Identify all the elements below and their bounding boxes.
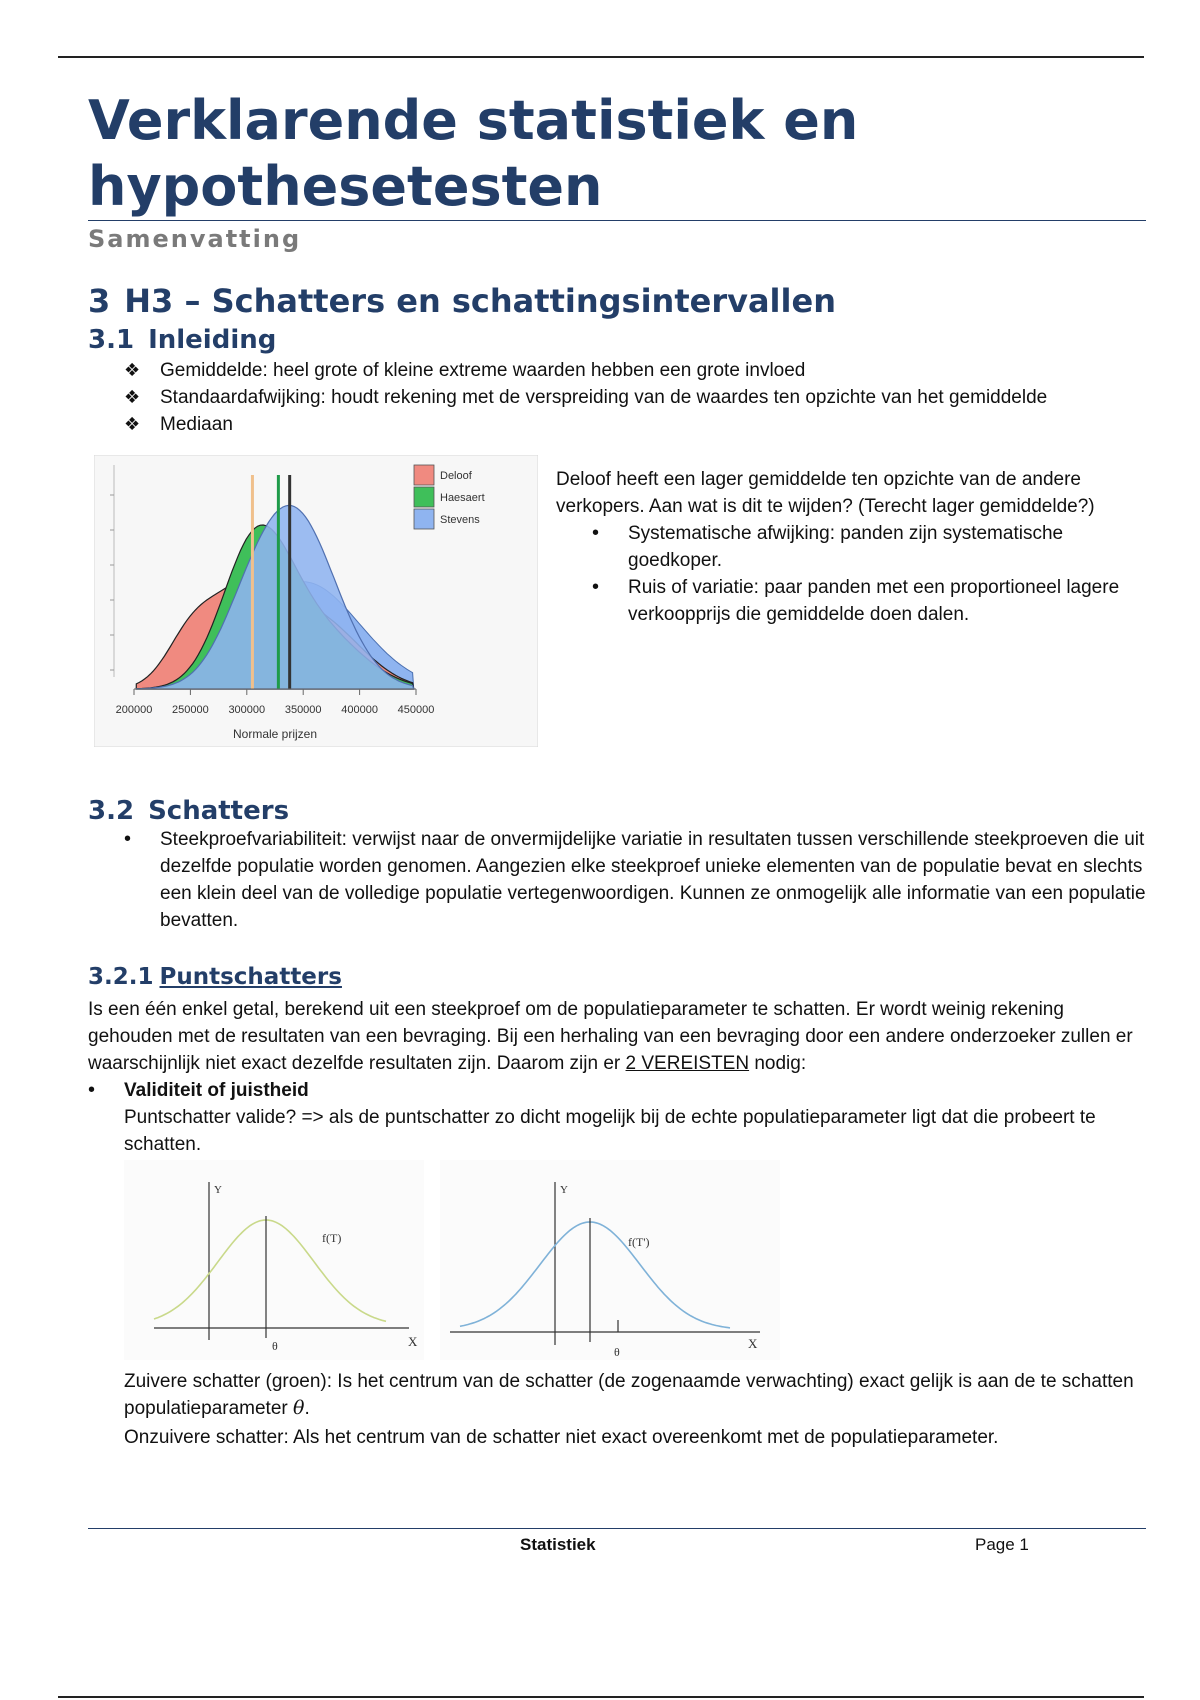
legend-label-stevens: Stevens: [440, 514, 480, 526]
heading-chapter-3: [88, 282, 836, 320]
requirement-item: [88, 1077, 1148, 1158]
x-tick-label-3: 350000: [284, 704, 322, 716]
legend-label-haesaert: Haesaert: [440, 492, 485, 504]
x-axis-label: X: [748, 1336, 758, 1351]
x-tick-label-2: 300000: [228, 704, 266, 716]
legend-swatch-haesaert: [414, 487, 434, 507]
curve-label: f(T): [322, 1231, 342, 1245]
side-bullet-list: [592, 520, 1132, 628]
density-chart: [94, 455, 538, 747]
requirement-text: Puntschatter valide? => als de puntschatter zo dicht mogelijk bij de echte populatieparameter ligt dat die probeert te schatten.: [124, 1107, 1096, 1155]
underlined-requirements: 2 VEREISTEN: [625, 1053, 750, 1074]
figure-background: [124, 1160, 424, 1360]
diamond-bullet-icon: ❖: [124, 387, 141, 408]
theta-symbol: θ: [293, 1397, 305, 1419]
pure-estimator-text: Zuivere schatter (groen): Is het centrum van de schatter (de zogenaamde verwachting) exact gelijk is aan de te schatten populatieparameter θ.: [124, 1371, 1134, 1419]
document-subtitle: Samenvatting: [88, 225, 302, 253]
heading-text: Puntschatters: [159, 964, 342, 990]
top-rule: [58, 56, 1144, 58]
footer-rule: [88, 1528, 1146, 1529]
diamond-bullet-icon: ❖: [124, 360, 141, 381]
list-item: ❖ Standaardafwijking: houdt rekening met de verspreiding van de waardes ten opzichte van het gemiddelde: [124, 384, 1144, 411]
x-tick-label-5: 450000: [397, 704, 435, 716]
y-axis-label: Y: [560, 1184, 568, 1196]
list-item: • Steekproefvariabiliteit: verwijst naar de onvermijdelijke variatie in resultaten tussen verschillende steekproeven die uit dezelfde populatie worden genomen. Aangezien elke steekproef unieke elementen van de populatie bevat en slechts een klein deel van de volledige populatie vertegenwoordigen. Kunnen ze onmogelijk alle informatie van een populatie bevatten.: [124, 828, 1146, 931]
list-item: ❖ Gemiddelde: heel grote of kleine extreme waarden hebben een grote invloed: [124, 357, 1144, 384]
heading-text: H3 – Schatters en schattingsintervallen: [124, 282, 836, 320]
list-item: • Ruis of variatie: paar panden met een proportioneel lagere verkoopprijs die gemiddelde doen dalen.: [592, 576, 1120, 625]
bottom-rule: [58, 1696, 1144, 1698]
x-axis-label: X: [408, 1334, 418, 1349]
biased-estimator-text: Onzuivere schatter: Als het centrum van de schatter niet exact overeenkomt met de populatieparameter.: [124, 1427, 999, 1448]
bullet-icon: •: [592, 576, 600, 598]
requirement-title: Validiteit of juistheid: [124, 1080, 309, 1101]
heading-number: 3.1: [88, 325, 135, 355]
x-axis-label: Normale prijzen: [232, 727, 318, 741]
heading-number: 3.2: [88, 796, 135, 826]
curve-label: f(T'): [628, 1235, 650, 1249]
legend-swatch-deloof: [414, 465, 434, 485]
list-item: ❖ Mediaan: [124, 411, 1144, 438]
heading-number: 3.2.1: [88, 964, 154, 990]
heading-text: Inleiding: [148, 325, 277, 355]
heading-section-3-2-1: [88, 964, 342, 990]
puntschatters-paragraph: Is een één enkel getal, berekend uit een steekproef om de populatieparameter te schatten. Er wordt weinig rekening gehouden met de resultaten van een bevraging. Bij een herhaling van een bevraging door een andere onderzoeker zullen er waarschijnlijk niet exact dezelfde resultaten zijn. Daarom zijn er 2 VEREISTEN nodig:: [88, 999, 1133, 1074]
theta-label: θ: [614, 1345, 620, 1359]
heading-section-3-2: [88, 796, 289, 826]
x-tick-label-1: 250000: [172, 704, 209, 716]
figure-biased-estimator: [440, 1160, 780, 1360]
figure-background: [440, 1160, 780, 1360]
diamond-bullet-icon: ❖: [124, 414, 141, 435]
heading-section-3-1: [88, 325, 276, 355]
figure-pure-estimator: [124, 1160, 424, 1360]
bullet-icon: •: [124, 828, 132, 850]
y-axis-label: Y: [214, 1184, 222, 1196]
footer-page-number: Page 1: [975, 1535, 1029, 1554]
schatters-bullet-list: [124, 826, 1148, 934]
bullet-icon: •: [88, 1079, 96, 1101]
legend-label-deloof: Deloof: [440, 470, 472, 482]
theta-label: θ: [272, 1339, 278, 1353]
heading-number: 3: [88, 282, 111, 320]
x-tick-label-0: 200000: [115, 704, 153, 716]
bullet-icon: •: [592, 522, 600, 544]
list-item: • Systematische afwijking: panden zijn systematische goedkoper.: [592, 522, 1064, 571]
document-title: Verklarende statistiek en hypothesetesten: [88, 89, 859, 218]
side-paragraph: Deloof heeft een lager gemiddelde ten opzichte van de andere verkopers. Aan wat is dit te wijden? (Terecht lager gemiddelde?): [556, 469, 1095, 517]
legend-swatch-stevens: [414, 509, 434, 529]
title-rule: [88, 220, 1146, 221]
intro-bullet-list: [124, 357, 1144, 438]
heading-text: Schatters: [148, 796, 290, 826]
footer-title: Statistiek: [520, 1535, 596, 1554]
x-tick-label-4: 400000: [341, 704, 378, 716]
